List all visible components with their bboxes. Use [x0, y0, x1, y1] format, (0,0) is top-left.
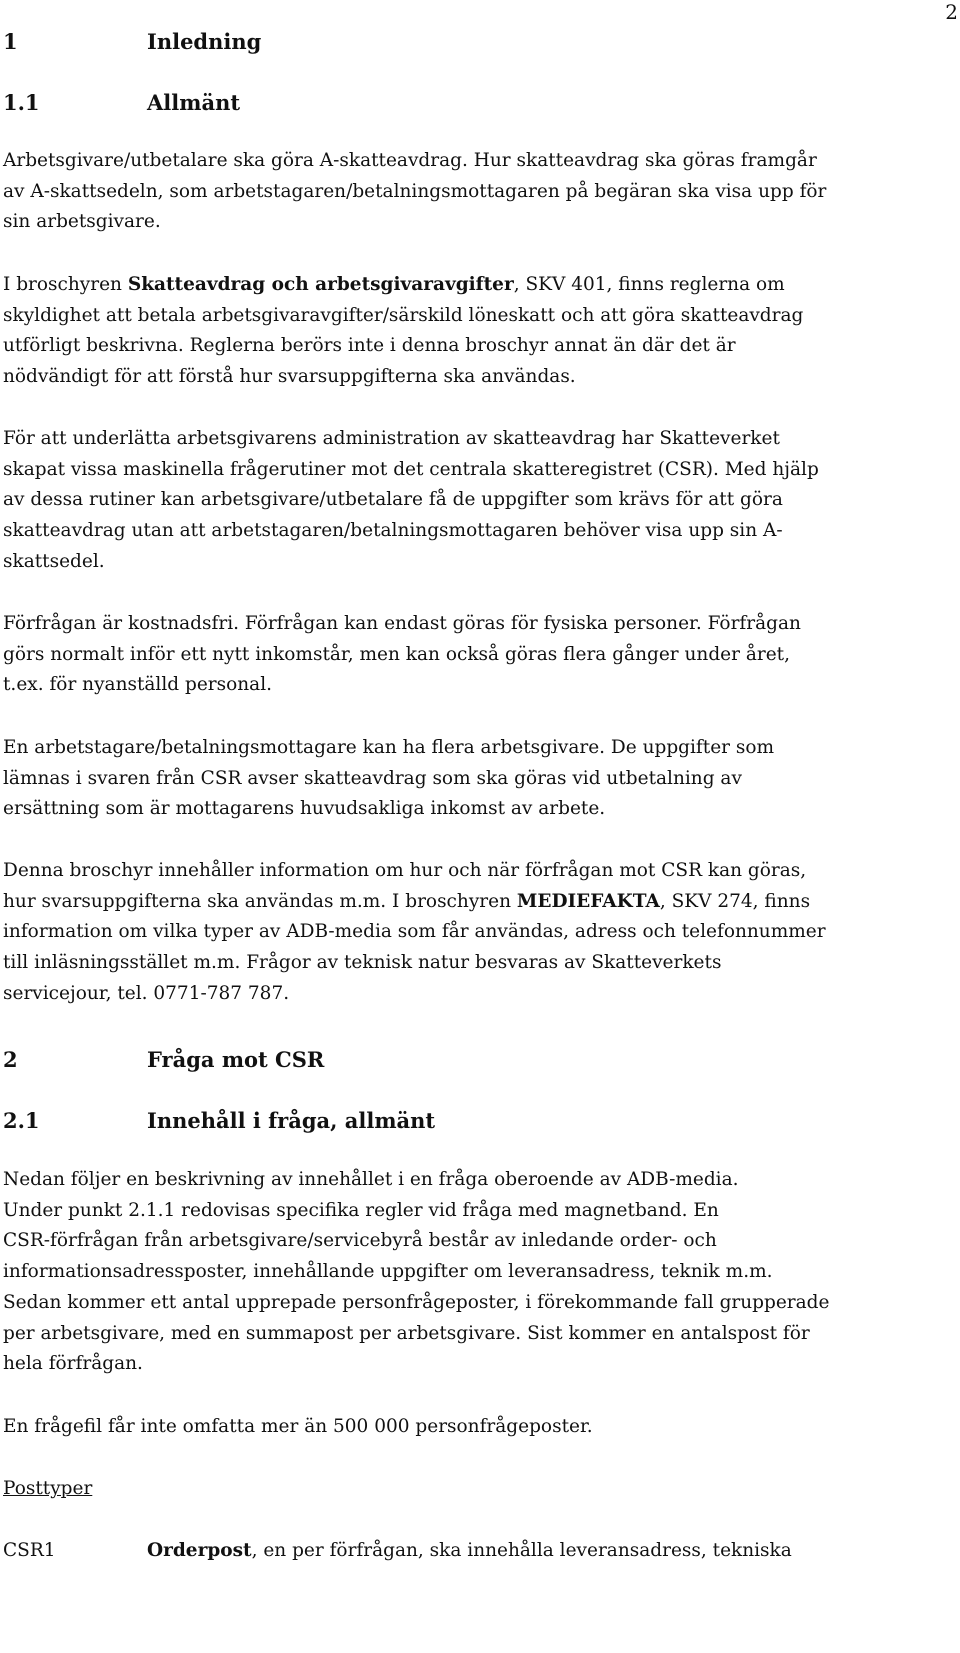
paragraph-line: För att underlätta arbetsgivarens administration av skatteavdrag har Skatteverket: [3, 428, 780, 449]
section-number: 1.1: [3, 90, 40, 115]
section-title: Innehåll i fråga, allmänt: [147, 1108, 436, 1133]
paragraph-line: ersättning som är mottagarens huvudsakliga inkomst av arbete.: [3, 798, 606, 820]
heading-section-2-1: [3, 1108, 435, 1134]
heading-section-1-1: [3, 90, 240, 116]
section-title: Inledning: [147, 29, 262, 54]
paragraph-line: görs normalt inför ett nytt inkomstår, men kan också göras flera gånger under året,: [3, 643, 790, 665]
paragraph-line: hela förfrågan.: [3, 1353, 143, 1375]
paragraph-line: t.ex. för nyanställd personal.: [3, 674, 272, 696]
paragraph-3: [3, 424, 918, 578]
posttyp-description: , en per förfrågan, ska innehålla leveransadress, tekniska: [251, 1540, 792, 1561]
publication-title: Skatteavdrag och arbetsgivaravgifter: [127, 274, 514, 295]
text-run: , SKV 401, finns reglerna om: [513, 274, 785, 295]
section-number: 2: [3, 1047, 18, 1072]
paragraph-line: En arbetstagare/betalningsmottagare kan ha flera arbetsgivare. De uppgifter som: [3, 737, 775, 758]
heading-section-1: [3, 29, 261, 55]
text-run: hur svarsuppgifterna ska användas m.m. I broschyren: [3, 890, 517, 912]
text-run: I broschyren: [3, 274, 128, 295]
posttyp-name: Orderpost: [147, 1540, 252, 1561]
paragraph-line: information om vilka typer av ADB-media som får användas, adress och telefonnummer: [3, 921, 826, 943]
paragraph-4: [3, 609, 918, 701]
paragraph-line: skattsedel.: [3, 550, 105, 572]
paragraph-line: Förfrågan är kostnadsfri. Förfrågan kan endast göras för fysiska personer. Förfrågan: [3, 613, 801, 634]
paragraph-line: Arbetsgivare/utbetalare ska göra A-skatteavdrag. Hur skatteavdrag ska göras framgår: [3, 150, 817, 171]
section-number: 2.1: [3, 1108, 40, 1133]
posttyp-row-csr1: [3, 1536, 792, 1566]
subheading: Posttyper: [3, 1478, 93, 1499]
paragraph-6: [3, 856, 918, 1010]
publication-title: MEDIEFAKTA: [516, 890, 660, 912]
paragraph-line: Denna broschyr innehåller information om hur och när förfrågan mot CSR kan göras,: [3, 860, 807, 881]
paragraph-line: per arbetsgivare, med en summapost per arbetsgivare. Sist kommer en antalspost för: [3, 1322, 810, 1344]
paragraph-line: lämnas i svaren från CSR avser skatteavdrag som ska göras vid utbetalning av: [3, 767, 742, 789]
paragraph-8: [3, 1412, 918, 1443]
section-number: 1: [3, 29, 18, 54]
section-title: Allmänt: [147, 90, 241, 115]
paragraph-line: skatteavdrag utan att arbetstagaren/betalningsmottagaren behöver visa upp sin A-: [3, 520, 783, 542]
paragraph-line: nödvändigt för att förstå hur svarsuppgifterna ska användas.: [3, 366, 576, 388]
paragraph-line: Under punkt 2.1.1 redovisas specifika regler vid fråga med magnetband. En: [3, 1199, 719, 1221]
paragraph-line: av A-skattsedeln, som arbetstagaren/betalningsmottagaren på begäran ska visa upp för: [3, 180, 827, 202]
paragraph-5: [3, 733, 918, 825]
page-number: 2: [945, 0, 958, 24]
paragraph-7: [3, 1165, 918, 1380]
paragraph-line: En frågefil får inte omfatta mer än 500 000 personfrågeposter.: [3, 1416, 593, 1437]
paragraph-line: skapat vissa maskinella frågerutiner mot det centrala skatteregistret (CSR). Med hjälp: [3, 458, 819, 480]
paragraph-1: [3, 146, 918, 238]
section-title: Fråga mot CSR: [147, 1047, 325, 1072]
paragraph-line: Sedan kommer ett antal upprepade personfrågeposter, i förekommande fall grupperade: [3, 1291, 830, 1313]
paragraph-line: utförligt beskrivna. Reglerna berörs inte i denna broschyr annat än där det är: [3, 335, 736, 357]
paragraph-line: Nedan följer en beskrivning av innehållet i en fråga oberoende av ADB-media.: [3, 1169, 739, 1190]
paragraph-line: [3, 270, 918, 301]
paragraph-line: informationsadressposter, innehållande uppgifter om leveransadress, teknik m.m.: [3, 1261, 773, 1283]
posttyp-code: CSR1: [3, 1540, 56, 1561]
paragraph-line: [3, 887, 918, 918]
paragraph-line: av dessa rutiner kan arbetsgivare/utbetalare få de uppgifter som krävs för att göra: [3, 489, 783, 511]
text-run: , SKV 274, finns: [659, 890, 811, 912]
paragraph-line: till inläsningsstället m.m. Frågor av teknisk natur besvaras av Skatteverkets: [3, 952, 722, 974]
paragraph-line: CSR-förfrågan från arbetsgivare/servicebyrå består av inledande order- och: [3, 1230, 717, 1252]
paragraph-2: [3, 270, 918, 393]
heading-section-2: [3, 1047, 324, 1073]
paragraph-line: skyldighet att betala arbetsgivaravgifter/särskild löneskatt och att göra skatteavdrag: [3, 304, 804, 326]
paragraph-line: sin arbetsgivare.: [3, 211, 161, 233]
paragraph-line: servicejour, tel. 0771-787 787.: [3, 982, 290, 1004]
posttyper-heading: [3, 1474, 918, 1505]
